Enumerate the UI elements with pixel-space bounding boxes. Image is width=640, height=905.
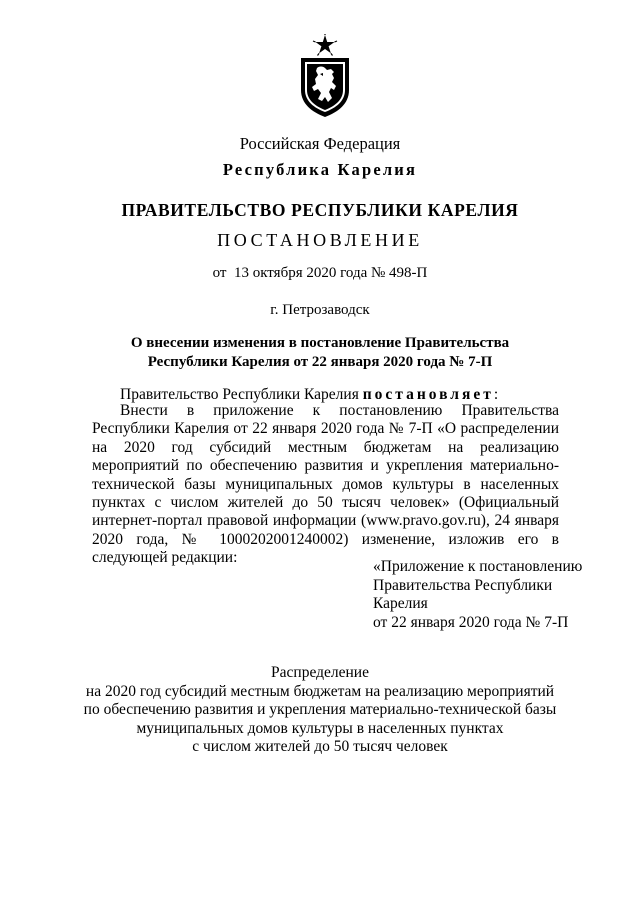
city: г. Петрозаводск [270,302,370,318]
republic-name: Республика Карелия [222,160,418,179]
distribution-title [0,664,640,757]
decree-prefix: Правительство Республики Карелия [120,386,363,403]
subject-line: Республики Карелия от 22 января 2020 года № 7-П [147,354,493,370]
decree-suffix: : [493,386,499,403]
main-paragraph: Внести в приложение к постановлению Правительства Республики Карелия от 22 января 2020 года № 7-П «О распределении на 2020 год субсидий местным бюджетам на реализацию мероприятий по обеспечению развития и укрепления материально-технической базы муниципальных домов культуры в населенных пунктах с числом жителей до 50 тысяч человек» (Официальный интернет-портал правовой информации (www.pravo.gov.ru), 24 января 2020 года, № 1000202001240002) изменение, изложив его в следующей редакции: [92,402,559,567]
document-date: от 13 октября 2020 года № 498-П [212,265,428,281]
distribution-line: на 2020 год субсидий местным бюджетам на реализацию мероприятий [85,682,555,700]
distribution-line: муниципальных домов культуры в населенных пунктах [136,719,504,737]
distribution-line: с числом жителей до 50 тысяч человек [192,738,448,755]
federation-name: Российская Федерация [239,134,401,153]
appendix-line: от 22 января 2020 года № 7-П [373,613,569,631]
distribution-line: Распределение [271,664,369,681]
document-type: ПОСТАНОВЛЕНИЕ [217,230,423,250]
star-icon [313,34,337,56]
distribution-line: по обеспечению развития и укрепления материально-технической базы [83,701,557,718]
document-subject [0,334,640,372]
decree-word: постановляет [362,386,494,403]
appendix-line: «Приложение к постановлению [373,558,583,575]
appendix-line: Правительства Республики [373,576,553,594]
government-name: ПРАВИТЕЛЬСТВО РЕСПУБЛИКИ КАРЕЛИЯ [121,200,519,220]
subject-line: О внесении изменения в постановление Правительства [130,335,510,351]
appendix-line: Карелия [373,595,428,612]
appendix-reference [373,558,582,632]
karelia-coat-of-arms-icon [296,34,354,118]
